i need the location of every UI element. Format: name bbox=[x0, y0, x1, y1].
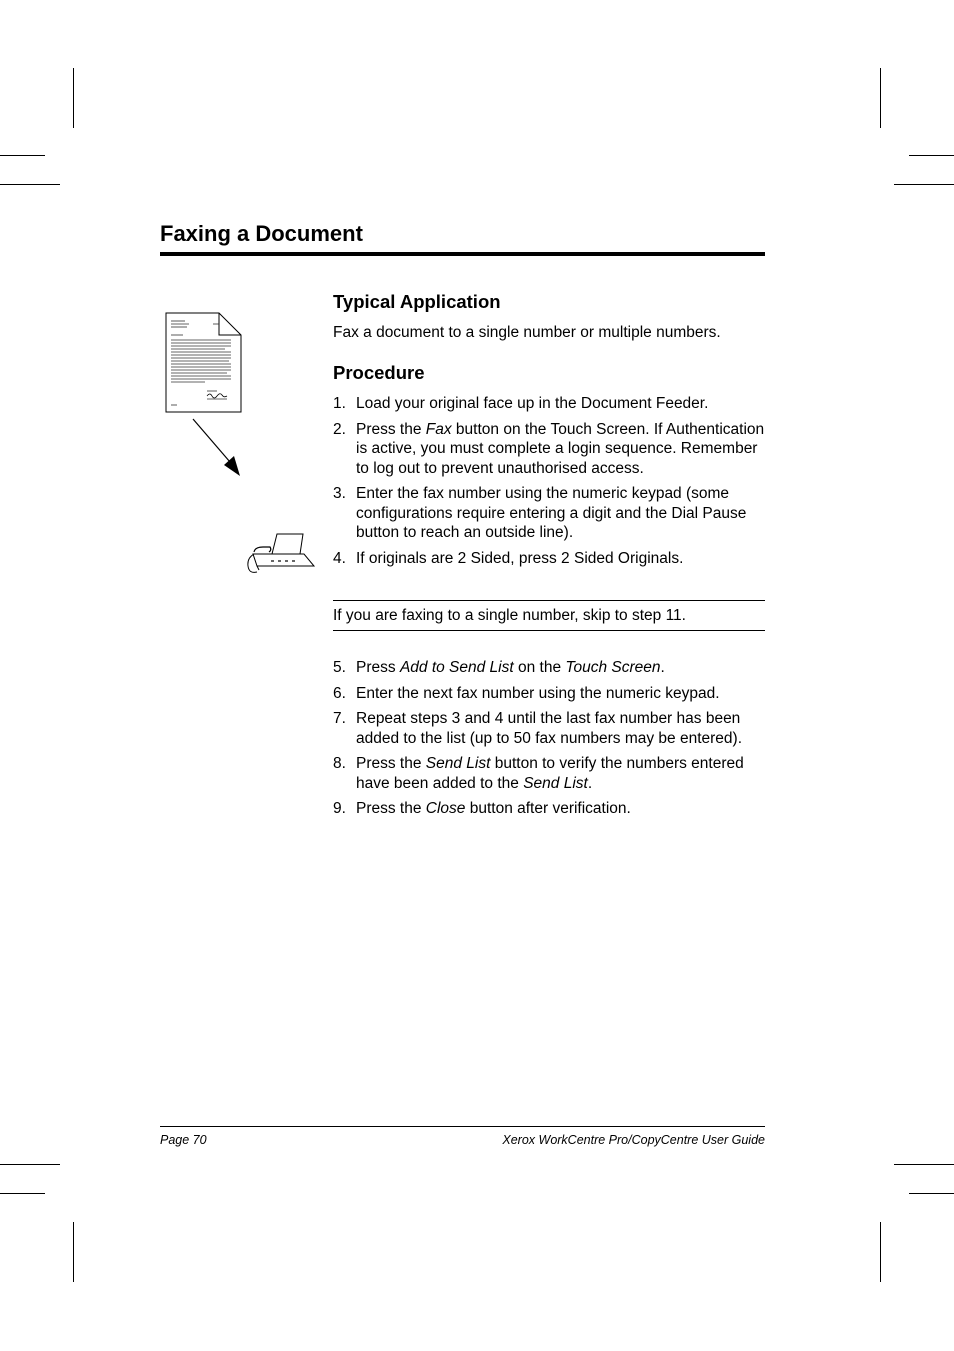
crop-mark bbox=[0, 184, 60, 185]
step-number: 3. bbox=[333, 485, 346, 502]
typical-application-heading: Typical Application bbox=[333, 291, 501, 312]
procedure-step bbox=[333, 420, 765, 479]
crop-mark bbox=[909, 1193, 954, 1194]
step-emphasis: Close bbox=[425, 800, 466, 817]
procedure-step bbox=[333, 549, 765, 569]
note-top-rule bbox=[333, 600, 765, 601]
procedure-step bbox=[333, 484, 765, 543]
step-text: . bbox=[587, 774, 593, 792]
procedure-heading: Procedure bbox=[333, 362, 425, 383]
procedure-step bbox=[333, 709, 765, 748]
step-number: 5. bbox=[333, 659, 346, 676]
footer-rule bbox=[160, 1126, 765, 1127]
crop-mark bbox=[880, 68, 881, 128]
page-title: Faxing a Document bbox=[160, 221, 363, 246]
procedure-step bbox=[333, 754, 765, 793]
step-text: Load your original face up in the Document Feeder. bbox=[356, 395, 709, 412]
step-emphasis: Send List bbox=[523, 774, 588, 792]
step-emphasis: Touch Screen bbox=[565, 659, 661, 676]
procedure-steps-part2 bbox=[333, 658, 765, 825]
step-text: Press the bbox=[356, 800, 426, 817]
step-number: 9. bbox=[333, 800, 346, 817]
step-number: 7. bbox=[333, 710, 346, 727]
crop-mark bbox=[880, 1222, 881, 1282]
crop-mark bbox=[894, 184, 954, 185]
step-text: If originals are 2 Sided, press 2 Sided Originals. bbox=[356, 549, 684, 567]
note-bottom-rule bbox=[333, 630, 765, 631]
procedure-step bbox=[333, 684, 765, 704]
step-text: on the bbox=[513, 659, 566, 676]
step-number: 4. bbox=[333, 549, 346, 567]
step-emphasis: Send List bbox=[425, 755, 491, 772]
footer-guide-title: Xerox WorkCentre Pro/CopyCentre User Guide bbox=[502, 1133, 765, 1147]
crop-mark bbox=[894, 1164, 954, 1165]
crop-mark bbox=[0, 1193, 45, 1194]
typical-application-text: Fax a document to a single number or multiple numbers. bbox=[333, 324, 721, 341]
procedure-step bbox=[333, 658, 765, 678]
step-text: Enter the next fax number using the numeric keypad. bbox=[356, 684, 720, 702]
step-number: 8. bbox=[333, 755, 346, 772]
step-text: button on the Touch Screen. If Authentication is active, you must complete a login sequence. Remember to log out to prevent unauthorised access. bbox=[356, 420, 765, 477]
document-icon bbox=[165, 312, 243, 414]
step-text: . bbox=[660, 659, 665, 676]
crop-mark bbox=[73, 1222, 74, 1282]
procedure-step bbox=[333, 394, 765, 414]
step-text: Enter the fax number using the numeric keypad (some configurations require entering a digit and the Dial Pause button to reach an outside line). bbox=[356, 485, 747, 541]
step-emphasis: Add to Send List bbox=[399, 659, 514, 676]
step-text: Press the bbox=[356, 755, 426, 772]
procedure-steps-part1 bbox=[333, 394, 765, 574]
step-number: 1. bbox=[333, 395, 346, 412]
arrow-down-right-icon bbox=[190, 416, 246, 480]
step-text: Press the bbox=[356, 420, 426, 438]
step-number: 6. bbox=[333, 684, 346, 702]
step-text: button after verification. bbox=[465, 800, 631, 817]
step-text: Repeat steps 3 and 4 until the last fax number has been added to the list (up to 50 fax numbers may be entered). bbox=[356, 710, 743, 747]
crop-mark bbox=[73, 68, 74, 128]
step-text: button to verify the numbers entered have been added to the bbox=[356, 755, 744, 792]
note-text: If you are faxing to a single number, skip to step 11. bbox=[333, 607, 686, 624]
title-rule bbox=[160, 252, 765, 256]
step-text: Press bbox=[356, 659, 400, 676]
procedure-step bbox=[333, 799, 765, 819]
step-number: 2. bbox=[333, 420, 346, 438]
fax-machine-icon bbox=[244, 530, 318, 578]
crop-mark bbox=[0, 1164, 60, 1165]
crop-mark bbox=[0, 155, 45, 156]
crop-mark bbox=[909, 155, 954, 156]
footer-page-label: Page 70 bbox=[160, 1133, 207, 1147]
step-emphasis: Fax bbox=[425, 420, 452, 438]
